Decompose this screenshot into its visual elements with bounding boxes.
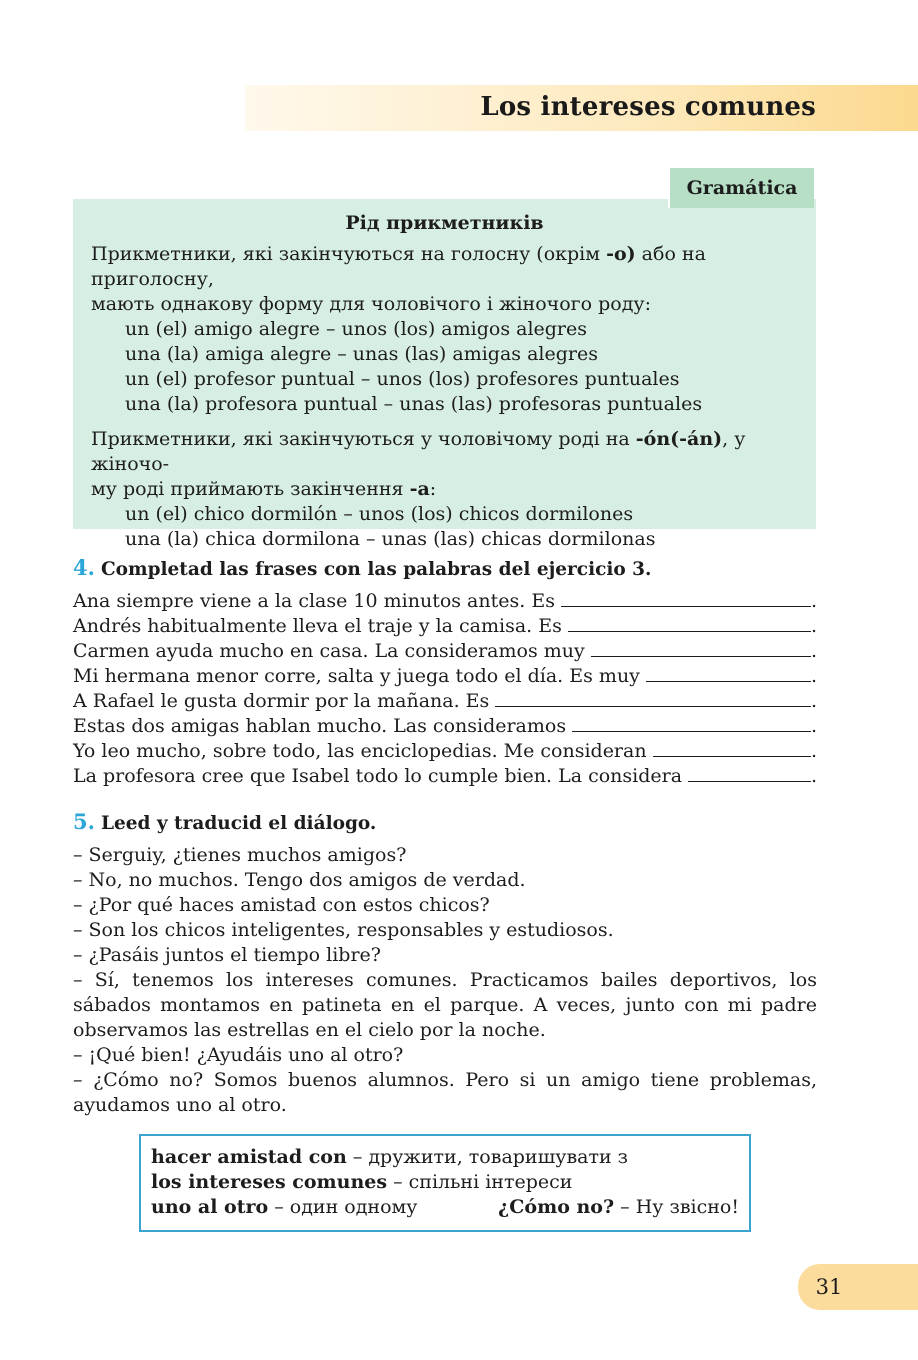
- exercise-4-sentences: [73, 589, 817, 789]
- rule-ending: -a: [409, 478, 430, 500]
- exercise-number: 5.: [73, 809, 95, 834]
- rule-text: , у жіночо-: [91, 428, 746, 475]
- dialogue-line: – Serguiy, ¿tienes muchos amigos?: [73, 844, 407, 866]
- rule-text: :: [429, 478, 437, 500]
- rule-text: му роді приймають закінчення: [91, 478, 410, 500]
- sentence-end: .: [810, 690, 817, 712]
- grammar-title: Рід прикметників: [345, 212, 544, 234]
- sentence-end: .: [810, 765, 817, 787]
- sentence-text: Estas dos amigas hablan mucho. Las consideramos: [73, 715, 567, 737]
- exercise-number: 4.: [73, 555, 95, 580]
- example-line: un (el) chico dormilón – unos (los) chicos dormilones: [125, 503, 634, 525]
- vocab-item: [151, 1195, 418, 1220]
- sentence-row: [73, 739, 817, 764]
- vocab-term: uno al otro: [151, 1196, 269, 1218]
- vocab-item: [151, 1170, 739, 1195]
- answer-blank[interactable]: [591, 639, 811, 657]
- sentence-row: [73, 764, 817, 789]
- grammar-box: [73, 199, 816, 550]
- answer-blank[interactable]: [561, 589, 811, 607]
- sentence-text: Carmen ayuda mucho en casa. La consideramos muy: [73, 640, 585, 662]
- vocab-translation: – дружити, товаришувати з: [346, 1146, 629, 1168]
- answer-blank[interactable]: [646, 664, 811, 682]
- vocab-translation: – Ну звісно!: [614, 1196, 739, 1218]
- rule-text: Прикметники, які закінчуються у чоловічому роді на: [91, 428, 636, 450]
- vocabulary-box: [139, 1134, 751, 1232]
- exercise-instruction: Completad las frases con las palabras del ejercicio 3.: [100, 559, 652, 580]
- dialogue-line: – Son los chicos inteligentes, responsables y estudiosos.: [73, 919, 614, 941]
- dialogue-line: – ¿Cómo no? Somos buenos alumnos. Pero si un amigo tiene problemas, ayudamos uno al otro.: [73, 1069, 817, 1116]
- sentence-text: Mi hermana menor corre, salta y juega todo el día. Es muy: [73, 665, 640, 687]
- sentence-text: Andrés habitualmente lleva el traje y la camisa. Es: [73, 615, 562, 637]
- example-line: una (la) amiga alegre – unas (las) amigas alegres: [125, 343, 598, 365]
- dialogue-line: – ¿Por qué haces amistad con estos chicos?: [73, 894, 490, 916]
- sentence-end: .: [810, 740, 817, 762]
- rule-ending: -o): [606, 243, 636, 265]
- answer-blank[interactable]: [568, 614, 811, 632]
- sentence-row: [73, 689, 817, 714]
- sentence-text: La profesora cree que Isabel todo lo cumple bien. La considera: [73, 765, 683, 787]
- vocab-item: [151, 1145, 739, 1170]
- example-line: una (la) profesora puntual – unas (las) profesoras puntuales: [125, 393, 703, 415]
- dialogue-line: – ¿Pasáis juntos el tiempo libre?: [73, 944, 381, 966]
- page-title: Los intereses comunes: [480, 92, 816, 122]
- vocab-term: hacer amistad con: [151, 1146, 347, 1168]
- example-line: un (el) profesor puntual – unos (los) profesores puntuales: [125, 368, 680, 390]
- vocab-translation: – спільні інтереси: [387, 1171, 573, 1193]
- sentence-end: .: [810, 640, 817, 662]
- sentence-text: A Rafael le gusta dormir por la mañana. Es: [73, 690, 490, 712]
- example-line: una (la) chica dormilona – unas (las) chicas dormilonas: [125, 528, 656, 550]
- sentence-row: [73, 639, 817, 664]
- sentence-row: [73, 714, 817, 739]
- sentence-text: Yo leo mucho, sobre todo, las enciclopedias. Me consideran: [73, 740, 647, 762]
- answer-blank[interactable]: [572, 714, 811, 732]
- sentence-end: .: [810, 590, 817, 612]
- dialogue: [73, 843, 817, 1118]
- page-number: 31: [815, 1275, 843, 1299]
- vocab-translation: – один одному: [268, 1196, 418, 1218]
- grammar-examples-2: [91, 502, 798, 552]
- dialogue-line: – ¡Qué bien! ¿Ayudáis uno al otro?: [73, 1044, 404, 1066]
- grammar-examples-1: [91, 317, 798, 417]
- sentence-row: [73, 664, 817, 689]
- vocab-term: ¿Cómo no?: [498, 1196, 615, 1218]
- rule-text: або на приголосну,: [91, 243, 706, 290]
- exercise-5-heading: [73, 809, 376, 834]
- example-line: un (el) amigo alegre – unos (los) amigos alegres: [125, 318, 588, 340]
- grammar-tab: Gramática: [668, 166, 814, 208]
- grammar-rule-2: [91, 427, 798, 502]
- sentence-end: .: [810, 615, 817, 637]
- dialogue-line: – No, no muchos. Tengo dos amigos de verdad.: [73, 869, 526, 891]
- sentence-text: Ana siempre viene a la clase 10 minutos antes. Es: [73, 590, 555, 612]
- answer-blank[interactable]: [653, 739, 811, 757]
- answer-blank[interactable]: [495, 689, 811, 707]
- sentence-end: .: [810, 665, 817, 687]
- rule-text: мають однакову форму для чоловічого і жіночого роду:: [91, 293, 651, 315]
- dialogue-line: – Sí, tenemos los intereses comunes. Practicamos bailes deportivos, los sábados montamos en patineta en el parque. A veces, junto con mi padre observamos las estrellas en el cielo por la noche.: [73, 969, 817, 1041]
- vocab-term: los intereses comunes: [151, 1171, 388, 1193]
- vocab-row: [151, 1195, 739, 1220]
- sentence-row: [73, 589, 817, 614]
- answer-blank[interactable]: [688, 764, 811, 782]
- rule-ending: -ón(-án): [635, 428, 723, 450]
- vocab-item: [498, 1195, 739, 1220]
- grammar-rule-1: [91, 242, 798, 317]
- sentence-end: .: [810, 715, 817, 737]
- exercise-4-heading: [73, 555, 651, 580]
- rule-text: Прикметники, які закінчуються на голосну (окрім: [91, 243, 607, 265]
- sentence-row: [73, 614, 817, 639]
- exercise-instruction: Leed y traducid el diálogo.: [100, 813, 377, 834]
